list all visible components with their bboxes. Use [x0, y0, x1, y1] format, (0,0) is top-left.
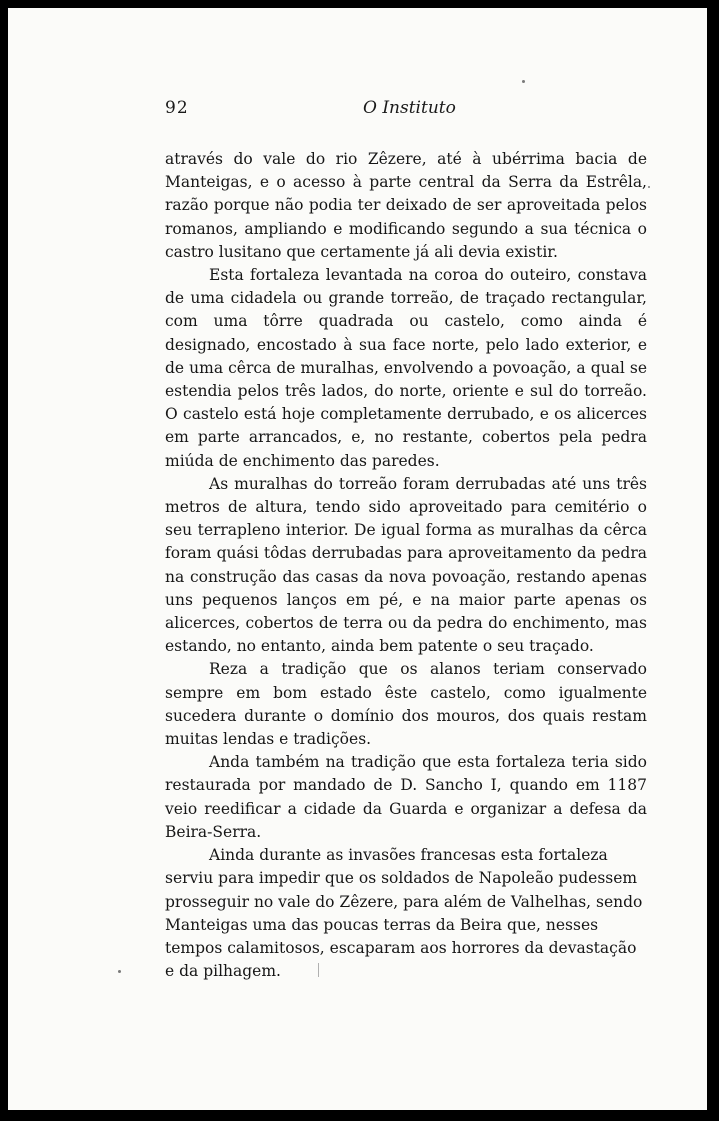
paper-speck: [118, 970, 121, 973]
running-title: O Instituto: [363, 98, 456, 118]
book-page: [8, 8, 707, 1110]
body-text: [165, 148, 647, 983]
paragraph-6: Ainda durante as invasões francesas esta fortaleza serviu para impedir que os soldados de Napoleão pudessem prosseguir no vale do Zêzere, para além de Valhelhas, sendo Manteigas uma das poucas terras da Beira que, nesses tempos calamitosos, escaparam aos horrores da devastação e da pilhagem.: [165, 846, 643, 981]
page-header: [165, 98, 645, 122]
paper-speck: [648, 186, 650, 188]
paragraph-5: Anda também na tradição que esta fortaleza teria sido restaurada por mandado de D. Sancho I, quando em 1187 veio reedificar a cidade da Guarda e organizar a defesa da Beira-Serra.: [165, 753, 647, 841]
paper-speck: [522, 80, 525, 83]
paragraph-4: Reza a tradição que os alanos teriam conservado sempre em bom estado êste castelo, como igualmente sucedera durante o domínio dos mouros, dos quais restam muitas lendas e tradições.: [165, 660, 647, 749]
paragraph-1: através do vale do rio Zêzere, até à ubérrima bacia de Manteigas, e o acesso à parte central da Serra da Estrêla, razão porque não podia ter deixado de ser aproveitada pelos romanos, ampliando e modificando segundo a sua técnica o castro lusitano que certamente já ali devia existir.: [165, 150, 647, 261]
paragraph-3: As muralhas do torreão foram derrubadas até uns três metros de altura, tendo sido aproveitado para cemitério o seu terrapleno interior. De igual forma as muralhas da cêrca foram quási tôdas derrubadas para aproveitamento da pedra na construção das casas da nova povoação, restando apenas uns pequenos lanços em pé, e na maior parte apenas os alicerces, cobertos de terra ou da pedra do enchimento, mas estando, no entanto, ainda bem patente o seu traçado.: [165, 474, 647, 656]
page-number: 92: [165, 98, 189, 118]
paper-speck: [318, 963, 319, 977]
paragraph-2: Esta fortaleza levantada na coroa do outeiro, constava de uma cidadela ou grande torreão, de traçado rectangular, com uma tôrre quadrada ou castelo, como ainda é designado, encostado à sua face norte, pelo lado exterior, e de uma cêrca de muralhas, envolvendo a povoação, a qual se estendia pelos três lados, do norte, oriente e sul do torreão. O castelo está hoje completamente derrubado, e os alicerces em parte arrancados, e, no restante, cobertos pela pedra miúda de enchimento das paredes.: [165, 266, 647, 470]
